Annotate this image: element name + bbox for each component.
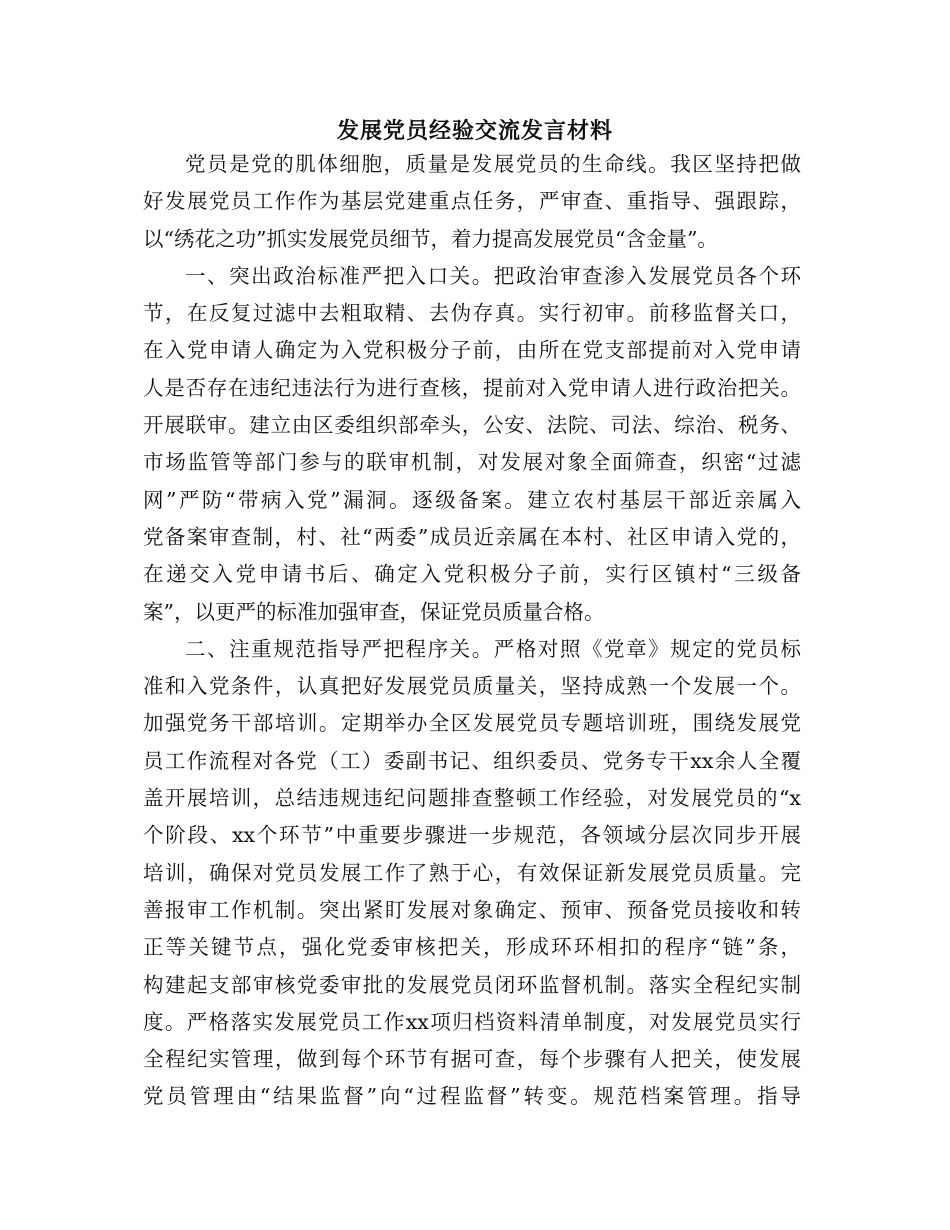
- paragraph-line: 正等关键节点，强化党委审核把关，形成环环相扣的程序“链”条，: [143, 935, 801, 960]
- paragraph-line: 个阶段、xx个环节”中重要步骤进一步规范，各领域分层次同步开展: [143, 823, 801, 848]
- paragraph-line: 网”严防“带病入党”漏洞。逐级备案。建立农村基层干部近亲属入: [143, 487, 801, 512]
- paragraph-line: 好发展党员工作作为基层党建重点任务，严审查、重指导、强跟踪，: [143, 189, 801, 214]
- document-title: 发展党员经验交流发言材料: [336, 118, 613, 144]
- paragraph-line: 二、注重规范指导严把程序关。严格对照《党章》规定的党员标: [185, 636, 801, 661]
- paragraph-line: 节，在反复过滤中去粗取精、去伪存真。实行初审。前移监督关口，: [143, 301, 801, 326]
- paragraph-line: 准和入党条件，认真把好发展党员质量关，坚持成熟一个发展一个。: [143, 674, 801, 699]
- paragraph-line: 在入党申请人确定为入党积极分子前，由所在党支部提前对入党申请: [143, 338, 801, 363]
- paragraph-line: 度。严格落实发展党员工作xx项归档资料清单制度，对发展党员实行: [143, 1009, 801, 1034]
- paragraph-line: 在递交入党申请书后、确定入党积极分子前，实行区镇村“三级备: [143, 562, 801, 587]
- paragraph-line: 人是否存在违纪违法行为进行查核，提前对入党申请人进行政治把关。: [143, 375, 801, 400]
- paragraph-line: 以“绣花之功”抓实发展党员细节，着力提高发展党员“含金量”。: [143, 226, 718, 251]
- paragraph-line: 全程纪实管理，做到每个环节有据可查，每个步骤有人把关，使发展: [143, 1047, 801, 1072]
- document-body: [143, 146, 801, 1116]
- paragraph-line: 培训，确保对党员发展工作了熟于心，有效保证新发展党员质量。完: [143, 860, 801, 885]
- paragraph-line: 盖开展培训，总结违规违纪问题排查整顿工作经验，对发展党员的“x: [143, 786, 801, 811]
- paragraph-line: 加强党务干部培训。定期举办全区发展党员专题培训班，围绕发展党: [143, 711, 801, 736]
- paragraph-line: 市场监管等部门参与的联审机制，对发展对象全面筛查，织密“过滤: [143, 450, 801, 475]
- paragraph-line: 党员管理由“结果监督”向“过程监督”转变。规范档案管理。指导: [143, 1084, 801, 1109]
- paragraph-line: 员工作流程对各党（工）委副书记、组织委员、党务专干xx余人全覆: [143, 748, 801, 773]
- paragraph-line: 党备案审查制，村、社“两委”成员近亲属在本村、社区申请入党的，: [143, 524, 801, 549]
- paragraph-line: 案”，以更严的标准加强审查，保证党员质量合格。: [143, 599, 605, 624]
- paragraph-line: 构建起支部审核党委审批的发展党员闭环监督机制。落实全程纪实制: [143, 972, 801, 997]
- paragraph-line: 党员是党的肌体细胞，质量是发展党员的生命线。我区坚持把做: [185, 152, 801, 176]
- paragraph-line: 一、突出政治标准严把入口关。把政治审查渗入发展党员各个环: [185, 263, 801, 288]
- paragraph-line: 开展联审。建立由区委组织部牵头，公安、法院、司法、综治、税务、: [143, 413, 801, 438]
- paragraph-line: 善报审工作机制。突出紧盯发展对象确定、预审、预备党员接收和转: [143, 897, 801, 922]
